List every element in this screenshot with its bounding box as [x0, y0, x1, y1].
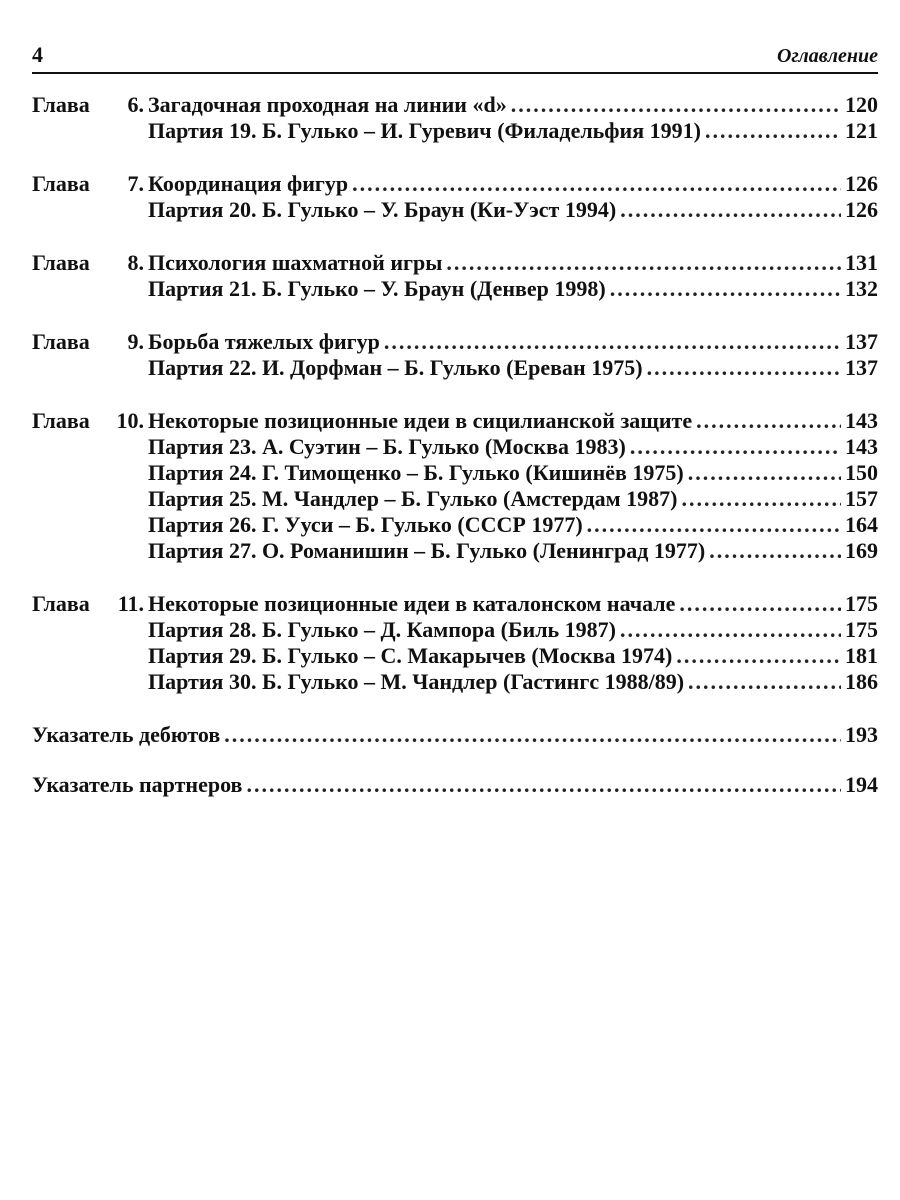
- dot-leader: [705, 118, 841, 144]
- dot-leader: [696, 408, 841, 434]
- chapter-title: Некоторые позиционные идеи в каталонском начале: [148, 591, 676, 616]
- chapter-label: [32, 329, 148, 355]
- chapter-number: 7.: [127, 171, 144, 196]
- chapter-word: Глава: [32, 408, 90, 433]
- index-page: 193: [845, 722, 878, 747]
- dot-leader: [224, 722, 841, 748]
- game-title: Партия 22. И. Дорфман – Б. Гулько (Ереван 1975): [148, 355, 643, 380]
- dot-leader: [630, 434, 841, 460]
- dot-leader: [620, 197, 841, 223]
- game-title: Партия 19. Б. Гулько – И. Гуревич (Филадельфия 1991): [148, 118, 701, 143]
- game-title: Партия 23. А. Суэтин – Б. Гулько (Москва 1983): [148, 434, 626, 459]
- dot-leader: [709, 538, 841, 564]
- dot-leader: [610, 276, 841, 302]
- dot-leader: [620, 617, 841, 643]
- chapter-block: [32, 171, 878, 223]
- game-title: Партия 28. Б. Гулько – Д. Кампора (Биль 1987): [148, 617, 617, 642]
- chapter-block: [32, 329, 878, 381]
- game-page: 157: [845, 486, 878, 511]
- chapter-label: [32, 408, 148, 434]
- dot-leader: [384, 329, 841, 355]
- chapter-page: 131: [845, 250, 878, 275]
- game-row: [32, 486, 878, 512]
- chapter-page: 175: [845, 591, 878, 616]
- game-page: 164: [845, 512, 878, 537]
- dot-leader: [446, 250, 841, 276]
- chapter-word: Глава: [32, 171, 90, 196]
- chapter-label: [32, 92, 148, 118]
- game-title: Партия 25. М. Чандлер – Б. Гулько (Амстердам 1987): [148, 486, 678, 511]
- game-page: 132: [845, 276, 878, 301]
- running-title: Оглавление: [776, 45, 878, 67]
- chapter-row: [32, 329, 878, 355]
- game-row: [32, 512, 878, 538]
- game-page: 137: [845, 355, 878, 380]
- dot-leader: [246, 772, 841, 798]
- page-header: [32, 44, 878, 74]
- game-title: Партия 21. Б. Гулько – У. Браун (Денвер 1998): [148, 276, 606, 301]
- game-row: [32, 118, 878, 144]
- game-title: Партия 29. Б. Гулько – С. Макарычев (Москва 1974): [148, 643, 673, 668]
- chapter-number: 11.: [117, 591, 144, 616]
- index-title: Указатель партнеров: [32, 772, 243, 797]
- game-page: 121: [845, 118, 878, 143]
- dot-leader: [688, 669, 841, 695]
- index-title: Указатель дебютов: [32, 722, 221, 747]
- chapter-block: [32, 92, 878, 144]
- chapter-row: [32, 171, 878, 197]
- game-row: [32, 460, 878, 486]
- dot-leader: [647, 355, 841, 381]
- chapter-label: [32, 591, 148, 617]
- game-page: 181: [845, 643, 878, 668]
- chapter-page: 143: [845, 408, 878, 433]
- chapter-page: 126: [845, 171, 878, 196]
- chapter-number: 10.: [116, 408, 144, 433]
- chapter-title: Некоторые позиционные идеи в сицилианской защите: [148, 408, 693, 433]
- game-title: Партия 24. Г. Тимощенко – Б. Гулько (Кишинёв 1975): [148, 460, 684, 485]
- game-row: [32, 538, 878, 564]
- game-page: 150: [845, 460, 878, 485]
- chapter-number: 6.: [127, 92, 144, 117]
- game-row: [32, 355, 878, 381]
- page-number: 4: [32, 42, 43, 67]
- dot-leader: [587, 512, 841, 538]
- game-page: 186: [845, 669, 878, 694]
- dot-leader: [352, 171, 841, 197]
- chapter-number: 8.: [127, 250, 144, 275]
- chapter-title: Загадочная проходная на линии «d»: [148, 92, 507, 117]
- game-row: [32, 197, 878, 223]
- game-title: Партия 20. Б. Гулько – У. Браун (Ки-Уэст 1994): [148, 197, 617, 222]
- dot-leader: [679, 591, 841, 617]
- chapter-row: [32, 408, 878, 434]
- game-title: Партия 27. О. Романишин – Б. Гулько (Ленинград 1977): [148, 538, 706, 563]
- chapter-label: [32, 171, 148, 197]
- dot-leader: [681, 486, 841, 512]
- game-title: Партия 26. Г. Ууси – Б. Гулько (СССР 1977): [148, 512, 583, 537]
- dot-leader: [688, 460, 841, 486]
- chapter-word: Глава: [32, 250, 90, 275]
- index-row: [32, 772, 878, 798]
- chapter-word: Глава: [32, 92, 90, 117]
- game-page: 126: [845, 197, 878, 222]
- game-page: 175: [845, 617, 878, 642]
- chapter-block: [32, 408, 878, 564]
- chapter-word: Глава: [32, 329, 90, 354]
- chapter-row: [32, 250, 878, 276]
- game-row: [32, 434, 878, 460]
- game-page: 143: [845, 434, 878, 459]
- game-row: [32, 276, 878, 302]
- game-row: [32, 669, 878, 695]
- game-title: Партия 30. Б. Гулько – М. Чандлер (Гастингс 1988/89): [148, 669, 685, 694]
- game-row: [32, 643, 878, 669]
- chapter-title: Координация фигур: [148, 171, 349, 196]
- dot-leader: [676, 643, 841, 669]
- chapter-title: Борьба тяжелых фигур: [148, 329, 380, 354]
- chapter-row: [32, 92, 878, 118]
- index-page: 194: [845, 772, 878, 797]
- table-of-contents: [32, 92, 878, 822]
- chapter-page: 137: [845, 329, 878, 354]
- chapter-row: [32, 591, 878, 617]
- game-row: [32, 617, 878, 643]
- chapter-page: 120: [845, 92, 878, 117]
- dot-leader: [511, 92, 841, 118]
- game-page: 169: [845, 538, 878, 563]
- index-row: [32, 722, 878, 748]
- chapter-block: [32, 250, 878, 302]
- chapter-word: Глава: [32, 591, 90, 616]
- chapter-label: [32, 250, 148, 276]
- chapter-block: [32, 591, 878, 695]
- chapter-title: Психология шахматной игры: [148, 250, 443, 275]
- chapter-number: 9.: [127, 329, 144, 354]
